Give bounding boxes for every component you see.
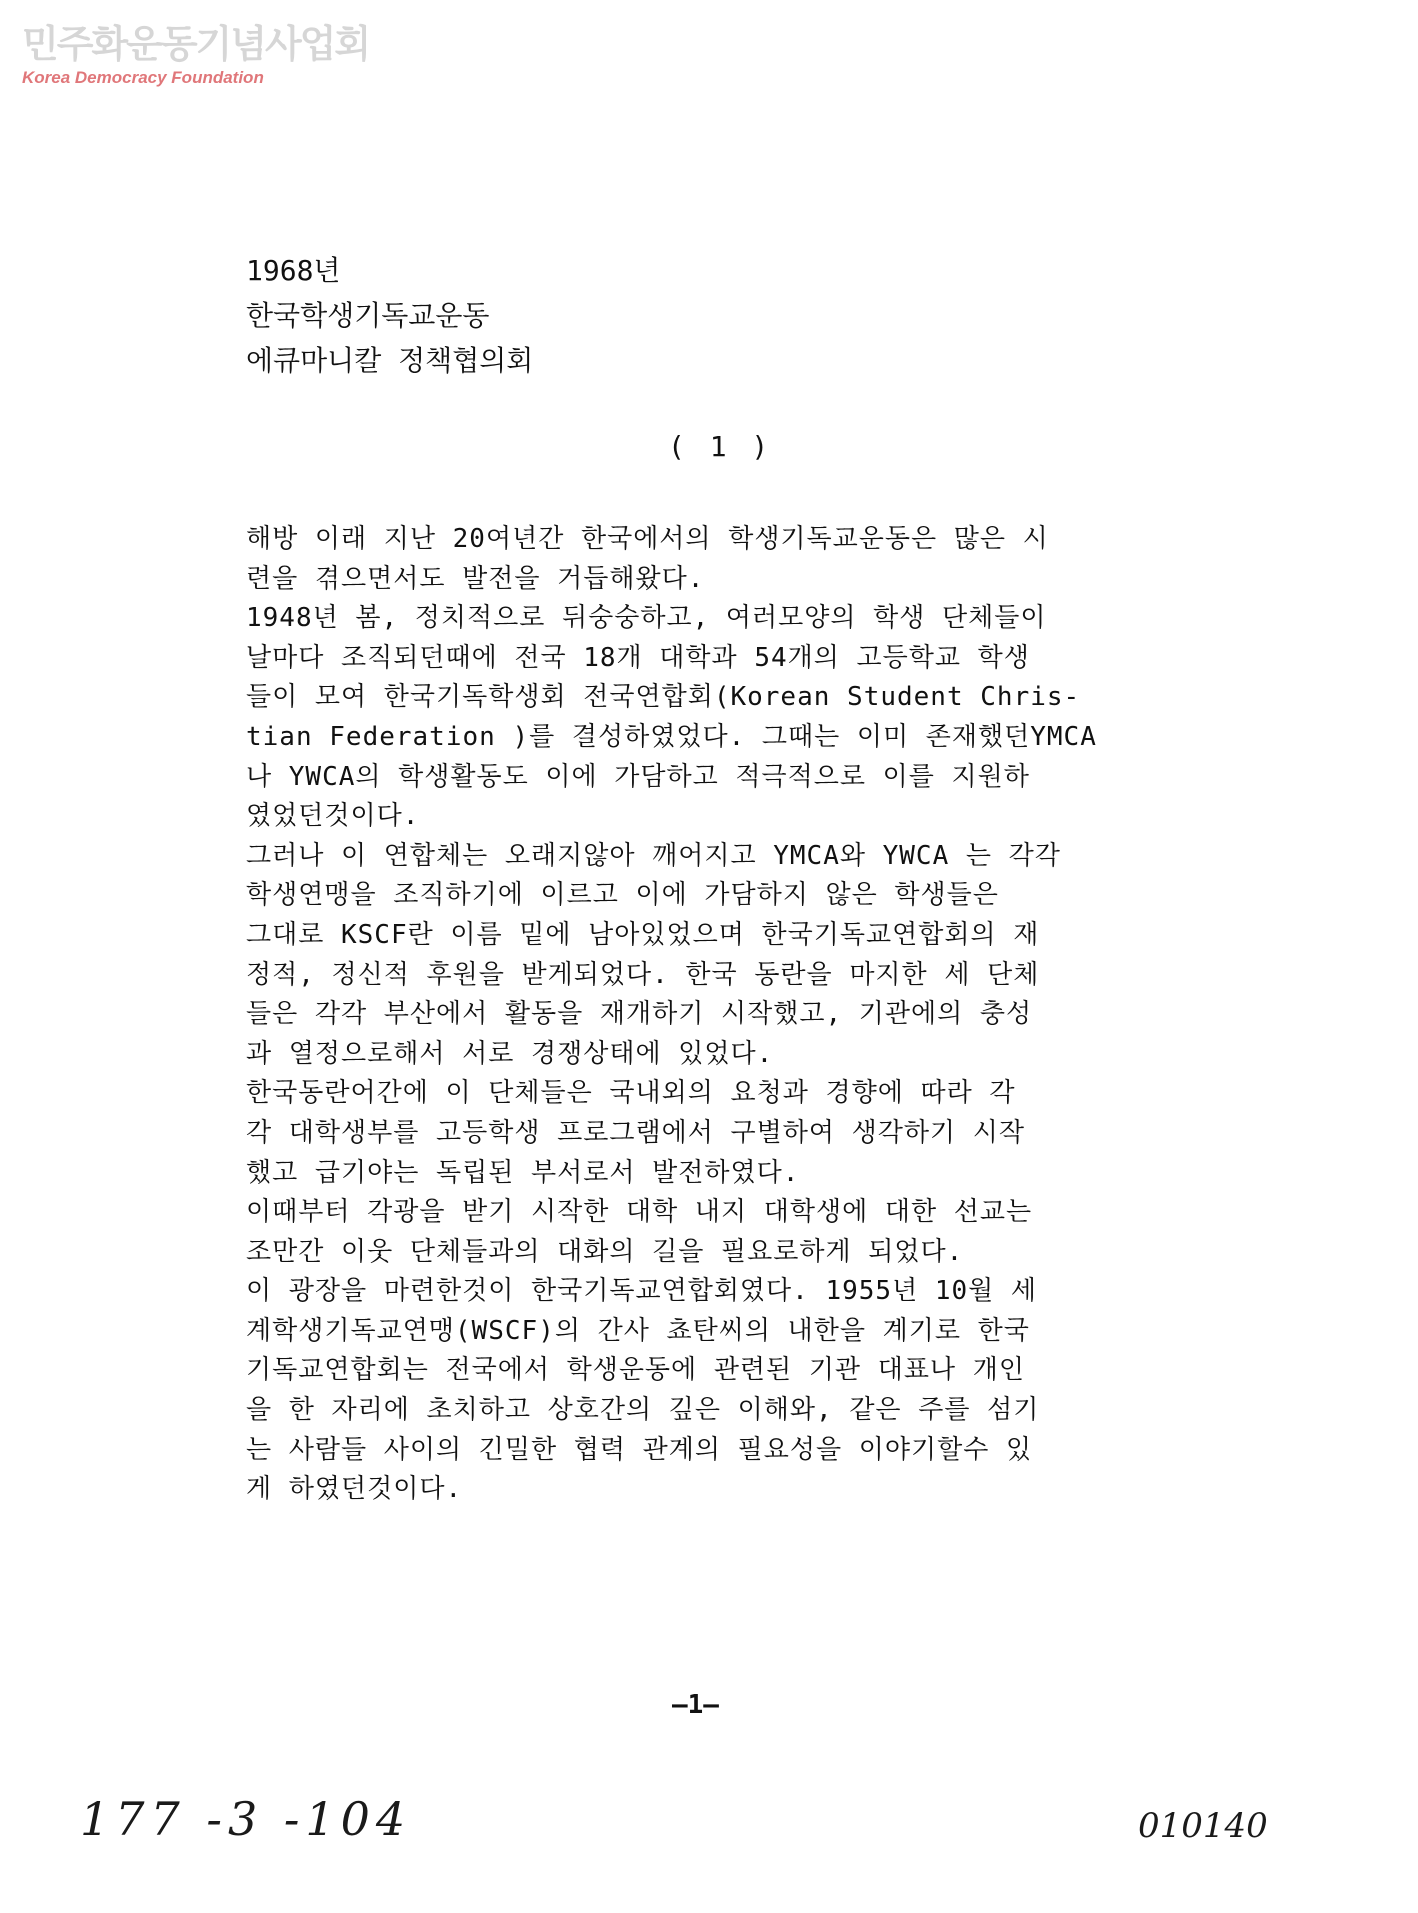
body-line: 계학생기독교연맹(WSCF)의 간사 쵸탄씨의 내한을 계기로 한국 xyxy=(246,1315,1030,1346)
body-line: 정적, 정신적 후원을 받게되었다. 한국 동란을 마지한 세 단체 xyxy=(246,959,1040,990)
body-line: 련을 겪으면서도 발전을 거듭해왔다. xyxy=(246,563,705,594)
body-line: 는 사람들 사이의 긴밀한 협력 관계의 필요성을 이야기할수 있 xyxy=(246,1434,1033,1465)
document-body xyxy=(246,520,1186,1510)
body-line: 그대로 KSCF란 이름 밑에 남아있었으며 한국기독교연합회의 재 xyxy=(246,919,1040,950)
body-line: 과 열정으로해서 서로 경쟁상태에 있었다. xyxy=(246,1038,774,1069)
handwritten-page-id: 010140 xyxy=(1138,1806,1268,1846)
body-line: tian Federation )를 결성하였었다. 그때는 이미 존재했던YMCA xyxy=(246,721,1097,752)
body-line: 이 광장을 마련한것이 한국기독교연합회였다. 1955년 10월 세 xyxy=(246,1276,1038,1307)
section-number: ( 1 ) xyxy=(668,430,773,463)
body-line: 게 하였던것이다. xyxy=(246,1474,463,1505)
body-line: 을 한 자리에 초치하고 상호간의 깊은 이해와, 같은 주를 섬기 xyxy=(246,1395,1040,1426)
body-line: 들이 모여 한국기독학생회 전국연합회(Korean Student Chris- xyxy=(246,682,1081,713)
header-year: 1968년 xyxy=(246,254,341,287)
body-line: 1948년 봄, 정치적으로 뒤숭숭하고, 여러모양의 학생 단체들이 xyxy=(246,603,1047,634)
document-header xyxy=(246,248,533,383)
handwritten-archive-code: 177 -3 -104 xyxy=(80,1792,412,1846)
body-line: 기독교연합회는 전국에서 학생운동에 관련된 기관 대표나 개인 xyxy=(246,1355,1025,1386)
body-line: 한국동란어간에 이 단체들은 국내외의 요청과 경향에 따라 각 xyxy=(246,1078,1016,1109)
body-line: 했고 급기야는 독립된 부서로서 발전하였다. xyxy=(246,1157,800,1188)
header-organization: 한국학생기독교운동 xyxy=(246,299,490,332)
body-line: 각 대학생부를 고등학생 프로그램에서 구별하여 생각하기 시작 xyxy=(246,1117,1025,1148)
body-line: 학생연맹을 조직하기에 이르고 이에 가담하지 않은 학생들은 xyxy=(246,880,999,911)
watermark-logo xyxy=(22,22,369,88)
watermark-korean-text: 민주화운동기념사업회 xyxy=(22,22,370,66)
body-line: 해방 이래 지난 20여년간 한국에서의 학생기독교운동은 많은 시 xyxy=(246,524,1049,554)
body-line: 들은 각각 부산에서 활동을 재개하기 시작했고, 기관에의 충성 xyxy=(246,999,1033,1030)
page-number: —1— xyxy=(672,1690,719,1720)
body-line: 였었던것이다. xyxy=(246,801,420,832)
body-line: 그러나 이 연합체는 오래지않아 깨어지고 YMCA와 YWCA 는 각각 xyxy=(246,840,1061,871)
body-line: 조만간 이웃 단체들과의 대화의 길을 필요로하게 되었다. xyxy=(246,1236,964,1267)
body-line: 날마다 조직되던때에 전국 18개 대학과 54개의 고등학교 학생 xyxy=(246,642,1030,673)
header-council: 에큐마니칼 정책협의회 xyxy=(246,344,534,377)
body-line: 이때부터 각광을 받기 시작한 대학 내지 대학생에 대한 선교는 xyxy=(246,1197,1033,1228)
body-line: 나 YWCA의 학생활동도 이에 가담하고 적극적으로 이를 지원하 xyxy=(246,761,1030,792)
watermark-english-text: Korea Democracy Foundation xyxy=(22,68,264,87)
